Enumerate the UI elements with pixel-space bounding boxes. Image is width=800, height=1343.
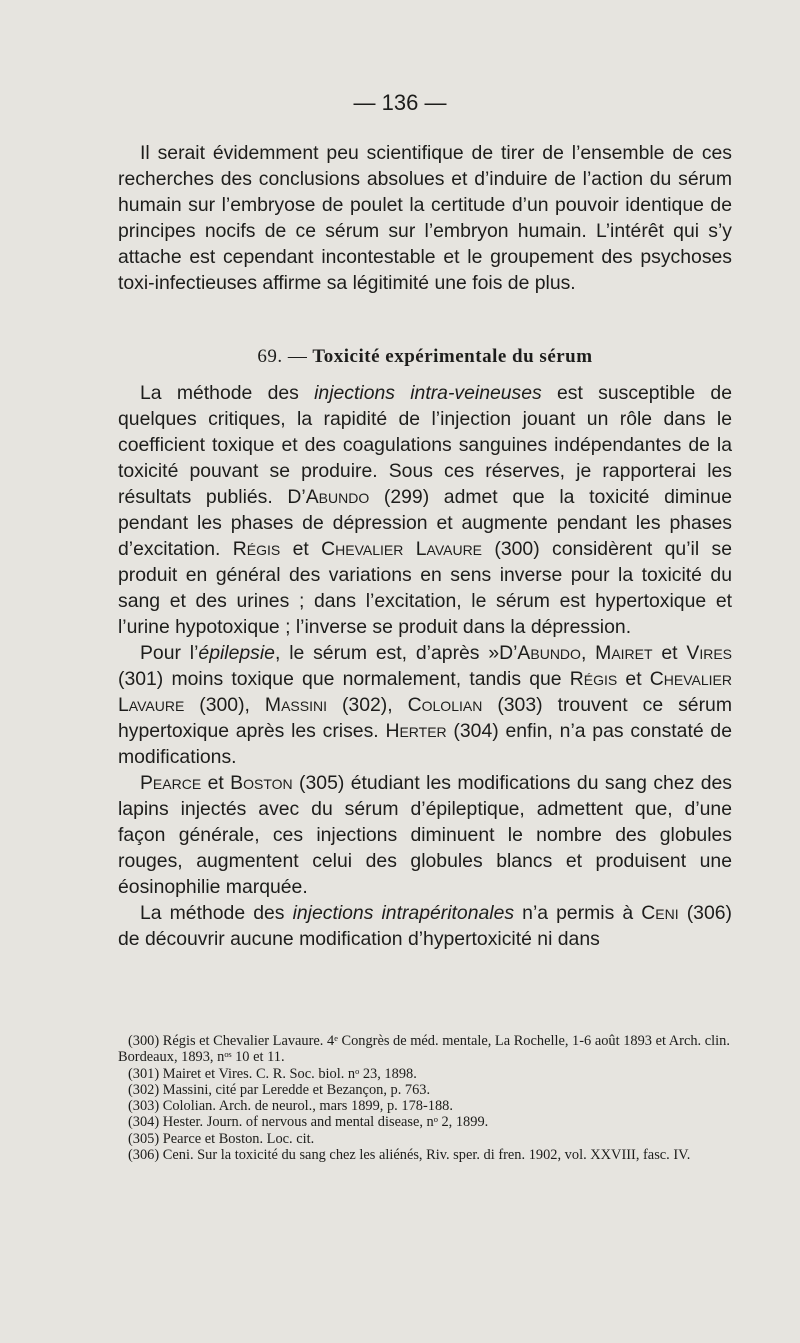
footnote: (306) Ceni. Sur la toxicité du sang chez les aliénés, Riv. sper. di fren. 1902, vol. XXVIII, fasc. IV. [128,1147,691,1164]
footnote: (305) Pearce et Boston. Loc. cit. [128,1130,315,1147]
section-heading [118,346,732,368]
paragraph-intravenous: La méthode des injections intra-veineuses est susceptible de quelques critiques, la rapidité de l’injection jouant un rôle dans le coefficient toxique et des coagulations sanguines indépendantes de la toxicité pouvant se produire. Sous ces réserves, je rapporterai les résultats publiés. D’Abundo (299) admet que la toxicité diminue pendant les phases de dépression et augmente pendant les phases d’excitation. Régis et Chevalier Lavaure (300) considèrent qu’il se produit en général des variations en sens inverse pour la toxicité du sang et des urines ; dans l’excitation, le sérum est hypertoxique et l’urine hypotoxique ; l’inverse se produit dans la dépression. [118,382,733,638]
section-number: 69. — [257,346,308,367]
paragraph-epilepsy: Pour l’épilepsie, le sérum est, d’après »D’Abundo, Mairet et Vires (301) moins toxique que normalement, tandis que Régis et Chevalier Lavaure (300), Massini (302), Cololian (303) trouvent ce sérum hypertoxique après les crises. Herter (304) enfin, n’a pas constaté de modifications. [118,642,733,768]
footnote: (300) Régis et Chevalier Lavaure. 4ᵉ Congrès de méd. mentale, La Rochelle, 1-6 août 1893 et Arch. clin. Bordeaux, 1893, nᵒˢ 10 et 11. [118,1033,730,1066]
footnote: (301) Mairet et Vires. C. R. Soc. biol. nᵒ 23, 1898. [128,1065,417,1082]
paragraph-intraperitoneal: La méthode des injections intrapéritonales n’a permis à Ceni (306) de découvrir aucune modification d’hypertoxicité ni dans [118,902,732,950]
body-text [118,380,732,952]
footnote: (304) Hester. Journ. of nervous and mental disease, nᵒ 2, 1899. [128,1114,489,1131]
footnote: (303) Cololian. Arch. de neurol., mars 1899, p. 178-188. [128,1098,453,1115]
paragraph-pearce-boston: Pearce et Boston (305) étudiant les modifications du sang chez des lapins injectés avec du sérum d’épileptique, admettent que, d’une façon générale, ces injections diminuent le nombre des globules rouges, augmentent celui des globules blancs et produisent une éosinophilie marquée. [118,772,732,898]
intro-text: Il serait évidemment peu scientifique de tirer de l’ensemble de ces recherches des conclusions absolues et d’induire de l’action du sérum humain sur l’embryose de poulet la certitude d’un pouvoir identique de principes nocifs de ce sérum sur l’embryon humain. L’intérêt qui s’y attache est cependant incontestable et le groupement des psychoses toxi-infectieuses affirme sa légitimité une fois de plus. [118,142,732,294]
page-number: — 136 — [353,90,447,115]
footnote: (302) Massini, cité par Lereddе et Bezançon, p. 763. [128,1081,431,1098]
section-title: Toxicité expérimentale du sérum [312,346,593,367]
intro-paragraph [118,140,732,296]
footnotes [118,1033,732,1163]
